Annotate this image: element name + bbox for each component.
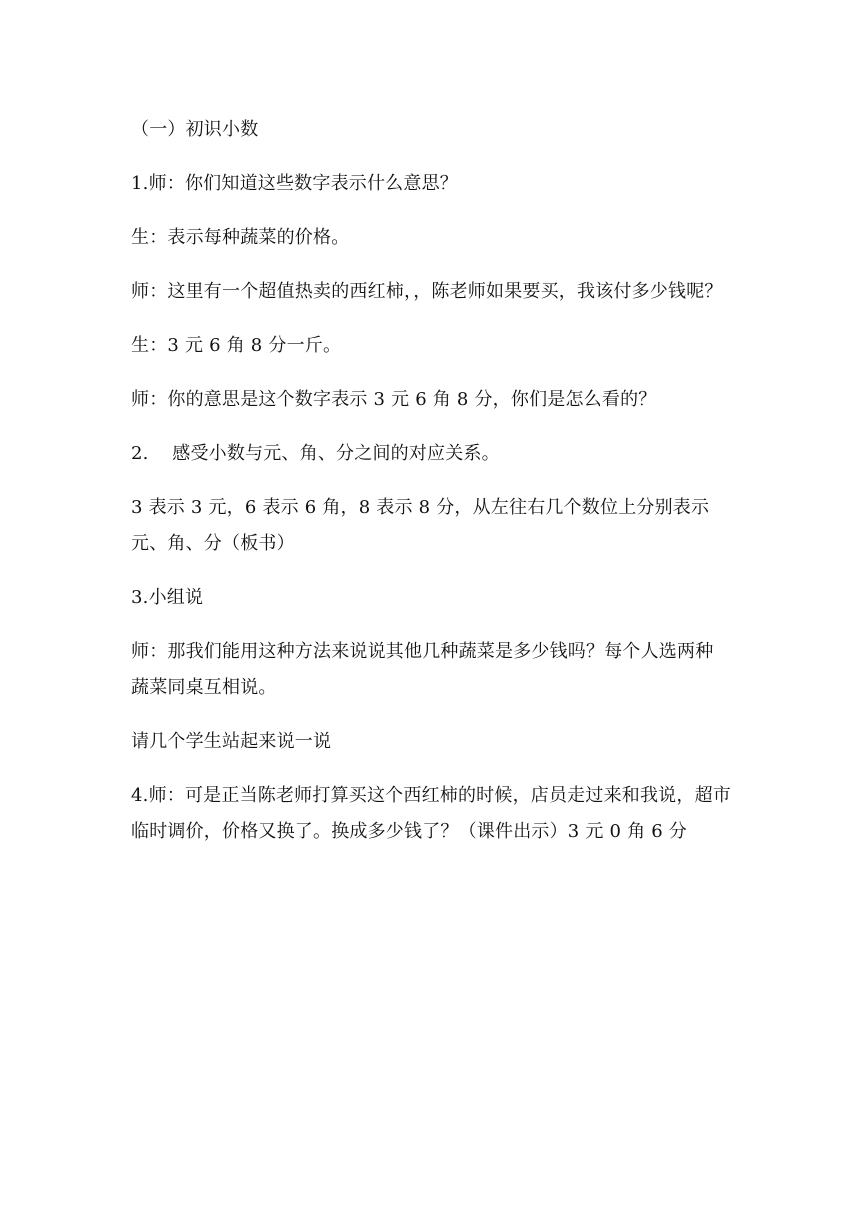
paragraph-10: 请几个学生站起来说一说 bbox=[131, 731, 332, 752]
paragraph-5: 师：你的意思是这个数字表示 3 元 6 角 8 分，你们是怎么看的？ bbox=[131, 389, 657, 410]
paragraph-1: 1.师：你们知道这些数字表示什么意思？ bbox=[131, 173, 458, 194]
paragraph-7: 3 表示 3 元，6 表示 6 角，8 表示 8 分，从左往右几个数位上分别表示元、角、分（板书） bbox=[131, 497, 710, 554]
paragraph-8: 3.小组说 bbox=[131, 587, 204, 608]
paragraph-6: 2. 感受小数与元、角、分之间的对应关系。 bbox=[131, 443, 500, 464]
paragraph-11: 4.师：可是正当陈老师打算买这个西红柿的时候，店员走过来和我说，超市临时调价，价格又换了。换成多少钱了？（课件出示）3 元 0 角 6 分 bbox=[131, 785, 731, 842]
paragraph-3: 师：这里有一个超值热卖的西红柿，，陈老师如果要买，我该付多少钱呢？ bbox=[131, 281, 723, 302]
paragraph-2: 生：表示每种蔬菜的价格。 bbox=[131, 227, 350, 248]
paragraph-4: 生：3 元 6 角 8 分一斤。 bbox=[131, 335, 342, 356]
paragraph-9: 师：那我们能用这种方法来说说其他几种蔬菜是多少钱吗？每个人选两种蔬菜同桌互相说。 bbox=[131, 641, 714, 698]
section-heading: （一）初识小数 bbox=[131, 119, 259, 140]
document-body bbox=[131, 112, 731, 850]
